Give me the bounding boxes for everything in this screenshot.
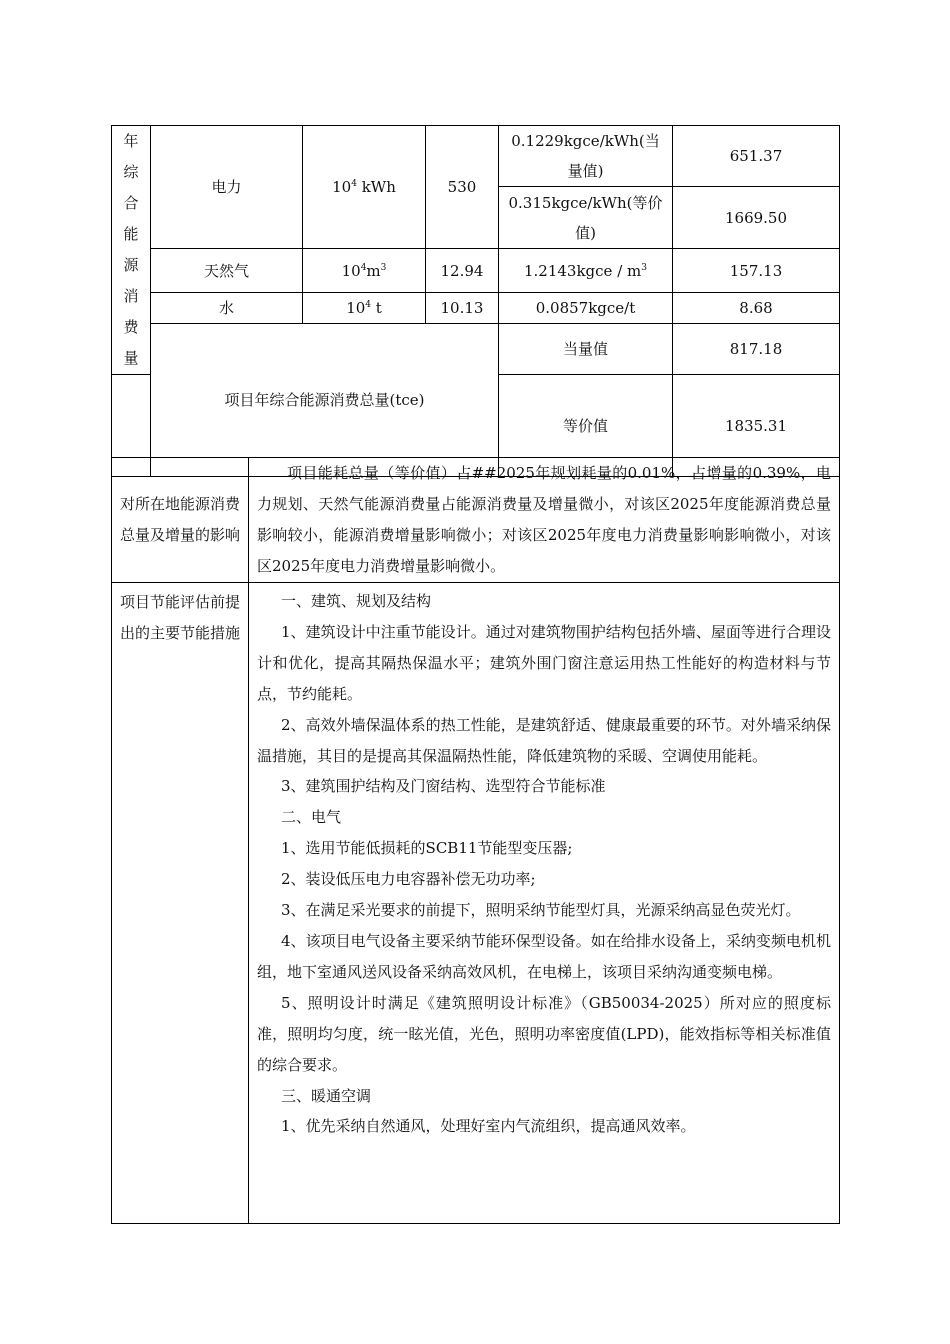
value-electricity-equivalent: 651.37 [673,126,840,187]
energy-quantity-gas: 12.94 [426,249,499,293]
measures-heading-building: 一、建筑、规划及结构 [281,592,432,610]
energy-name-water: 水 [151,293,303,324]
factor-gas: 1.2143kgce / $m^3$ [499,249,673,293]
section-label-char: 消 [123,287,139,305]
measures-item: 1、优先采纳自然通风，处理好室内气流组织，提高通风效率。 [281,1117,696,1136]
measures-item: 2、高效外墙保温体系的热工性能，是建筑舒适、健康最重要的环节。对外墙采纳保温措施，其目的是提高其保温隔热性能，降低建筑物的采暖、空调使用能耗。 [257,715,831,765]
section-label-char: 合 [123,194,139,212]
energy-name-gas: 天然气 [151,249,303,293]
measures-heading-electrical: 二、电气 [281,808,342,827]
energy-unit-water: $10^4$ t [303,293,426,324]
section-label-char: 综 [123,163,139,181]
measures-item: 1、选用节能低损耗的SCB11节能型变压器; [281,839,573,858]
energy-consumption-table [111,125,840,477]
impact-text: 项目能耗总量（等价值）占##2025年规划耗量的0.01%，占增量的0.39%，电力规划、天然气能源消费量占能源消费量及增量微小，对该区2025年度能源消费总量影响较小，能源消费增量影响微小；对该区2025年度电力消费量影响影响微小，对该区2025年度电力消费增量影响微小。 [257,464,831,575]
measures-item: 3、在满足采光要求的前提下，照明采纳节能型灯具，光源采纳高显色荧光灯。 [281,901,801,920]
value-gas: 157.13 [673,249,840,293]
section-label-char: 费 [123,318,139,336]
energy-quantity-water: 10.13 [426,293,499,324]
impact-text-cell [249,458,840,583]
value-water: 8.68 [673,293,840,324]
energy-unit-electricity: $10^4$ kWh [303,126,426,249]
measures-item: 3、建筑围护结构及门窗结构、选型符合节能标准 [281,777,606,796]
factor-water: 0.0857kgce/t [499,293,673,324]
total-consumption-label: 项目年综合能源消费总量(tce) [151,324,499,477]
factor-electricity-parity: 0.315kgce/kWh(等价值) [499,187,673,249]
measures-cell [249,583,840,1224]
measures-item: 1、建筑设计中注重节能设计。通过对建筑物围护结构包括外墙、屋面等进行合理设计和优化，提高其隔热保温水平；建筑外围门窗注意运用热工性能好的构造材料与节点，节约能耗。 [257,622,831,703]
section-label-vertical [112,126,151,375]
energy-name-electricity: 电力 [151,126,303,249]
section-label-char: 量 [123,349,139,367]
measures-item: 4、该项目电气设备主要采纳节能环保型设备。如在给排水设备上，采纳变频电机机组，地下室通风送风设备采纳高效风机，在电梯上，该项目采纳沟通变频电梯。 [257,931,831,981]
section-label-char: 源 [123,256,139,274]
measures-heading-hvac: 三、暖通空调 [281,1086,372,1105]
total-parity-value: 1835.31 [673,375,840,477]
total-equivalent-value: 817.18 [673,324,840,375]
factor-electricity-equivalent: 0.1229kgce/kWh(当量值) [499,126,673,187]
impact-label: 对所在地能源消费总量及增量的影响 [112,458,249,583]
measures-item: 2、装设低压电力电容器补偿无功功率; [281,870,536,889]
measures-label: 项目节能评估前提出的主要节能措施 [112,583,249,1224]
energy-unit-gas: $10^4m^3$ [303,249,426,293]
total-equivalent-label: 当量值 [499,324,673,375]
measures-item: 5、照明设计时满足《建筑照明设计标准》（GB50034-2025）所对应的照度标准，照明均匀度，统一眩光值，光色，照明功率密度值(LPD)，能效指标等相关标准值的综合要求。 [257,993,831,1074]
section-label-char: 能 [123,225,139,243]
impact-measures-table [111,457,840,1224]
energy-quantity-electricity: 530 [426,126,499,249]
total-parity-label: 等价值 [499,375,673,477]
value-electricity-parity: 1669.50 [673,187,840,249]
section-label-char: 年 [123,132,139,150]
